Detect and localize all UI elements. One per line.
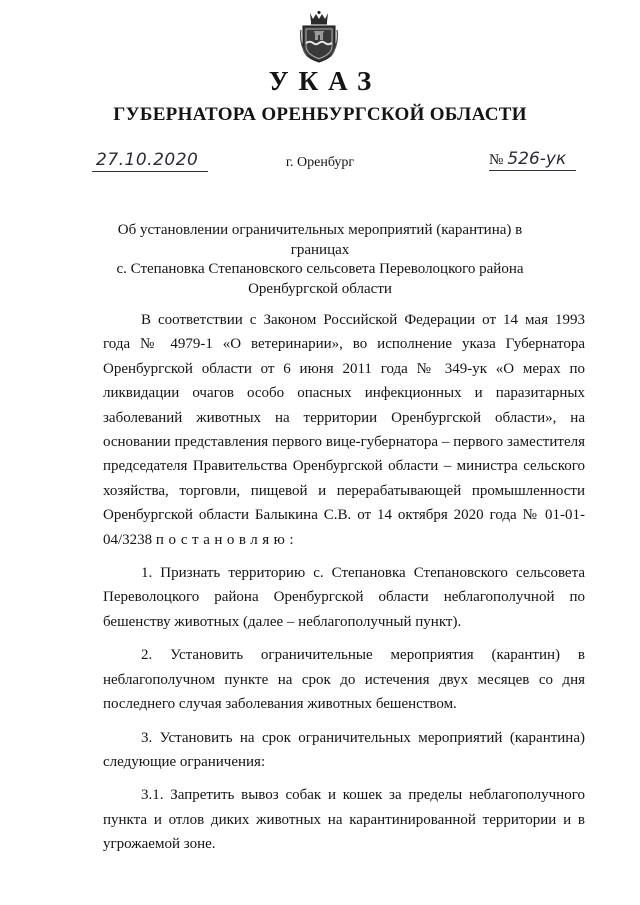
decree-body [103, 308, 585, 857]
decree-item-1: 1. Признать территорию с. Степановка Степановского сельсовета Переволоцкого района Оренбургской области неблагополучной по бешенству животных (далее – неблагополучный пункт). [103, 565, 585, 630]
decree-number [489, 149, 576, 171]
subject-line: Об установлении ограничительных мероприятий (карантина) в границах [117, 222, 523, 258]
decree-word: постановляю: [155, 531, 299, 548]
preamble-paragraph [103, 308, 585, 552]
decree-subject [90, 221, 550, 299]
decree-date: 27.10.2020 [92, 150, 208, 172]
orenburg-coat-of-arms-icon [299, 10, 339, 64]
subject-line: с. Степановка Степановского сельсовета Переволоцкого района [116, 261, 524, 277]
subject-line: Оренбургской области [248, 280, 392, 297]
decree-title: УКАЗ [268, 66, 382, 96]
preamble-text: В соответствии с Законом Российской Федерации от 14 мая 1993 года № 4979-1 «О ветеринарии», во исполнение указа Губернатора Оренбургской области от 6 июня 2011 года № 349-ук «О мерах по ликвидации очагов особо опасных инфекционных и паразитарных заболеваний животных на территории Оренбургской области», на основании представления первого вице-губернатора – первого заместителя председателя Правительства Оренбургской области – министра сельского хозяйства, торговли, пищевой и перерабатывающей промышленности Оренбургской области Балыкина С.В. от 14 октября 2020 года № 01-01-04/3238 [103, 312, 585, 548]
decree-item-2: 2. Установить ограничительные мероприятия (карантин) в неблагополучном пункте на срок до истечения двух месяцев со дня последнего случая заболевания животных бешенством. [103, 647, 585, 713]
decree-item-3-1: 3.1. Запретить вывоз собак и кошек за пределы неблагополучного пункта и отлов диких животных на карантинированной территории и в угрожаемой зоне. [103, 787, 585, 853]
decree-item-3: 3. Установить на срок ограничительных мероприятий (карантина) следующие ограничения: [103, 729, 585, 770]
number-sign: № [489, 152, 504, 168]
decree-issuer: ГУБЕРНАТОРА ОРЕНБУРГСКОЙ ОБЛАСТИ [113, 104, 527, 125]
decree-city: г. Оренбург [285, 155, 355, 170]
decree-number-value: 526-ук [507, 149, 567, 169]
